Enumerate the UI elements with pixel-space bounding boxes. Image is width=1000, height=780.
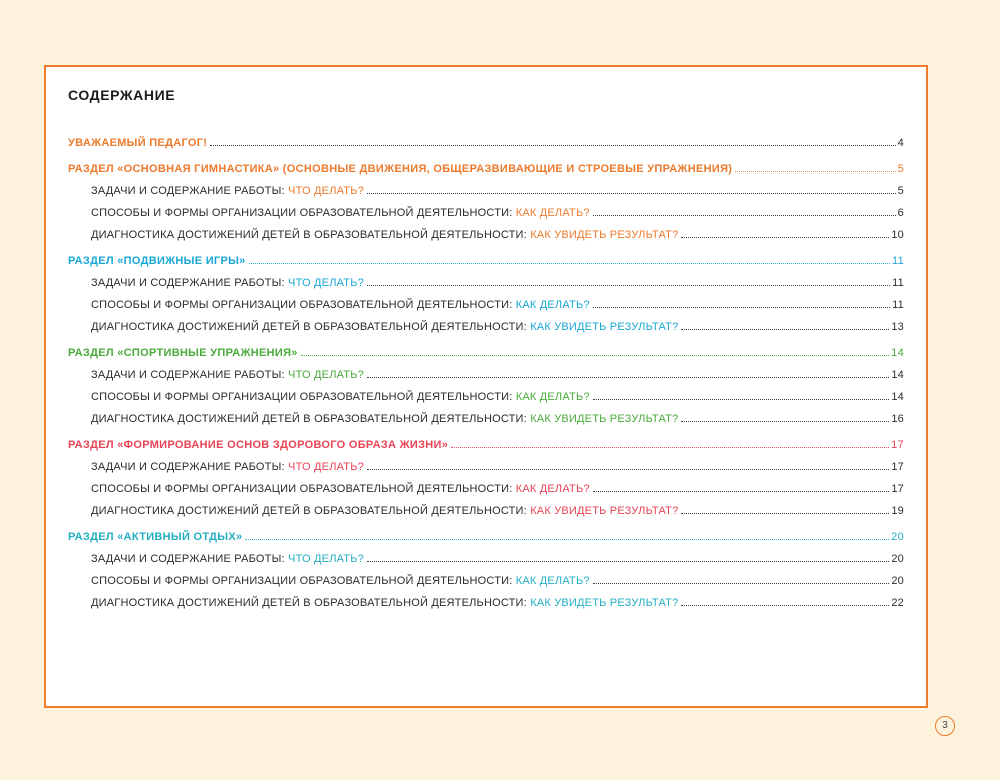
toc-page-number: 14	[891, 391, 904, 403]
dot-leader	[593, 582, 890, 584]
dot-leader	[593, 306, 890, 308]
dot-leader	[210, 144, 895, 146]
toc-entry-intro[interactable]	[68, 127, 904, 149]
toc-item[interactable]	[68, 451, 904, 473]
toc-page-number: 17	[891, 439, 904, 451]
toc-item-accent: КАК УВИДЕТЬ РЕЗУЛЬТАТ?	[530, 229, 679, 241]
toc-section-4[interactable]	[68, 521, 904, 543]
dot-leader	[593, 398, 890, 400]
toc-page-number: 4	[897, 137, 904, 149]
toc-item[interactable]	[68, 311, 904, 333]
toc-page-number: 5	[897, 163, 904, 175]
toc-item-accent: КАК ДЕЛАТЬ?	[515, 483, 590, 495]
dot-leader	[367, 192, 896, 194]
toc-item[interactable]	[68, 403, 904, 425]
toc-item[interactable]	[68, 565, 904, 587]
toc-item-accent: КАК ДЕЛАТЬ?	[515, 391, 590, 403]
dot-leader	[245, 538, 889, 540]
toc-item-label: ЗАДАЧИ И СОДЕРЖАНИЕ РАБОТЫ: ЧТО ДЕЛАТЬ?	[91, 277, 364, 289]
toc-item-accent: ЧТО ДЕЛАТЬ?	[288, 277, 364, 289]
toc-item-accent: ЧТО ДЕЛАТЬ?	[288, 369, 364, 381]
toc-item-label: ДИАГНОСТИКА ДОСТИЖЕНИЙ ДЕТЕЙ В ОБРАЗОВАТЕЛЬНОЙ ДЕЯТЕЛЬНОСТИ: КАК УВИДЕТЬ РЕЗУЛЬТАТ?	[91, 413, 679, 425]
dot-leader	[367, 468, 889, 470]
toc-page-number: 17	[891, 461, 904, 473]
dot-leader	[249, 262, 890, 264]
toc-page-number: 5	[897, 185, 904, 197]
dot-leader	[681, 420, 889, 422]
toc-item[interactable]	[68, 543, 904, 565]
toc-item-label: ДИАГНОСТИКА ДОСТИЖЕНИЙ ДЕТЕЙ В ОБРАЗОВАТЕЛЬНОЙ ДЕЯТЕЛЬНОСТИ: КАК УВИДЕТЬ РЕЗУЛЬТАТ?	[91, 321, 679, 333]
toc-page-number: 17	[891, 483, 904, 495]
toc-page-number: 11	[891, 255, 904, 267]
toc-page-number: 13	[891, 321, 904, 333]
toc-page-number: 19	[891, 505, 904, 517]
toc-section-label: РАЗДЕЛ «ФОРМИРОВАНИЕ ОСНОВ ЗДОРОВОГО ОБРАЗА ЖИЗНИ»	[68, 439, 449, 451]
toc-item[interactable]	[68, 197, 904, 219]
toc-item-accent: ЧТО ДЕЛАТЬ?	[288, 553, 364, 565]
toc-page-number: 20	[891, 531, 904, 543]
toc-item-accent: КАК УВИДЕТЬ РЕЗУЛЬТАТ?	[530, 505, 679, 517]
toc-page-number: 6	[897, 207, 904, 219]
toc-item-accent: ЧТО ДЕЛАТЬ?	[288, 185, 364, 197]
toc-section-3[interactable]	[68, 429, 904, 451]
dot-leader	[367, 376, 889, 378]
toc-item-accent: КАК ДЕЛАТЬ?	[515, 575, 590, 587]
dot-leader	[681, 512, 889, 514]
dot-leader	[451, 446, 889, 448]
page-number-badge: 3	[935, 716, 955, 736]
toc-page-number: 14	[891, 369, 904, 381]
toc-item-label: ДИАГНОСТИКА ДОСТИЖЕНИЙ ДЕТЕЙ В ОБРАЗОВАТЕЛЬНОЙ ДЕЯТЕЛЬНОСТИ: КАК УВИДЕТЬ РЕЗУЛЬТАТ?	[91, 505, 679, 517]
toc-item-accent: ЧТО ДЕЛАТЬ?	[288, 461, 364, 473]
page-title: СОДЕРЖАНИЕ	[68, 87, 176, 103]
toc-item[interactable]	[68, 267, 904, 289]
toc-item-label: ЗАДАЧИ И СОДЕРЖАНИЕ РАБОТЫ: ЧТО ДЕЛАТЬ?	[91, 553, 364, 565]
toc-item[interactable]	[68, 495, 904, 517]
toc-section-1[interactable]	[68, 245, 904, 267]
toc-page-number: 14	[891, 347, 904, 359]
dot-leader	[593, 490, 890, 492]
toc-item-accent: КАК ДЕЛАТЬ?	[515, 207, 590, 219]
dot-leader	[735, 170, 895, 172]
dot-leader	[593, 214, 896, 216]
toc-item[interactable]	[68, 359, 904, 381]
toc-item[interactable]	[68, 381, 904, 403]
toc-entry-label: УВАЖАЕМЫЙ ПЕДАГОГ!	[68, 137, 208, 149]
dot-leader	[301, 354, 889, 356]
toc-item-label: ЗАДАЧИ И СОДЕРЖАНИЕ РАБОТЫ: ЧТО ДЕЛАТЬ?	[91, 185, 364, 197]
toc-item[interactable]	[68, 175, 904, 197]
toc-page-number: 11	[892, 299, 904, 311]
toc-item-label: СПОСОБЫ И ФОРМЫ ОРГАНИЗАЦИИ ОБРАЗОВАТЕЛЬНОЙ ДЕЯТЕЛЬНОСТИ: КАК ДЕЛАТЬ?	[91, 575, 590, 587]
dot-leader	[681, 328, 889, 330]
table-of-contents	[68, 127, 904, 609]
toc-section-label: РАЗДЕЛ «ПОДВИЖНЫЕ ИГРЫ»	[68, 255, 246, 267]
toc-page-number: 20	[891, 575, 904, 587]
toc-item[interactable]	[68, 219, 904, 241]
dot-leader	[681, 236, 889, 238]
toc-item-accent: КАК УВИДЕТЬ РЕЗУЛЬТАТ?	[530, 413, 679, 425]
toc-section-label: РАЗДЕЛ «СПОРТИВНЫЕ УПРАЖНЕНИЯ»	[68, 347, 298, 359]
dot-leader	[681, 604, 889, 606]
toc-page-number: 16	[891, 413, 904, 425]
toc-item-accent: КАК ДЕЛАТЬ?	[515, 299, 590, 311]
toc-item[interactable]	[68, 289, 904, 311]
toc-page-number: 20	[891, 553, 904, 565]
toc-item-label: СПОСОБЫ И ФОРМЫ ОРГАНИЗАЦИИ ОБРАЗОВАТЕЛЬНОЙ ДЕЯТЕЛЬНОСТИ: КАК ДЕЛАТЬ?	[91, 391, 590, 403]
toc-page-number: 11	[892, 277, 904, 289]
toc-item-label: ЗАДАЧИ И СОДЕРЖАНИЕ РАБОТЫ: ЧТО ДЕЛАТЬ?	[91, 461, 364, 473]
toc-item-label: ДИАГНОСТИКА ДОСТИЖЕНИЙ ДЕТЕЙ В ОБРАЗОВАТЕЛЬНОЙ ДЕЯТЕЛЬНОСТИ: КАК УВИДЕТЬ РЕЗУЛЬТАТ?	[91, 229, 679, 241]
toc-section-label: РАЗДЕЛ «ОСНОВНАЯ ГИМНАСТИКА» (ОСНОВНЫЕ ДВИЖЕНИЯ, ОБЩЕРАЗВИВАЮЩИЕ И СТРОЕВЫЕ УПРАЖНЕНИЯ)	[68, 163, 733, 175]
toc-section-label: РАЗДЕЛ «АКТИВНЫЙ ОТДЫХ»	[68, 531, 243, 543]
toc-item-label: ЗАДАЧИ И СОДЕРЖАНИЕ РАБОТЫ: ЧТО ДЕЛАТЬ?	[91, 369, 364, 381]
toc-section-0[interactable]	[68, 153, 904, 175]
toc-page-number: 22	[891, 597, 904, 609]
toc-item[interactable]	[68, 473, 904, 495]
toc-item-label: СПОСОБЫ И ФОРМЫ ОРГАНИЗАЦИИ ОБРАЗОВАТЕЛЬНОЙ ДЕЯТЕЛЬНОСТИ: КАК ДЕЛАТЬ?	[91, 483, 590, 495]
toc-item-label: ДИАГНОСТИКА ДОСТИЖЕНИЙ ДЕТЕЙ В ОБРАЗОВАТЕЛЬНОЙ ДЕЯТЕЛЬНОСТИ: КАК УВИДЕТЬ РЕЗУЛЬТАТ?	[91, 597, 679, 609]
dot-leader	[367, 284, 890, 286]
toc-item[interactable]	[68, 587, 904, 609]
contents-frame	[44, 65, 928, 708]
toc-item-label: СПОСОБЫ И ФОРМЫ ОРГАНИЗАЦИИ ОБРАЗОВАТЕЛЬНОЙ ДЕЯТЕЛЬНОСТИ: КАК ДЕЛАТЬ?	[91, 299, 590, 311]
toc-item-label: СПОСОБЫ И ФОРМЫ ОРГАНИЗАЦИИ ОБРАЗОВАТЕЛЬНОЙ ДЕЯТЕЛЬНОСТИ: КАК ДЕЛАТЬ?	[91, 207, 590, 219]
toc-page-number: 10	[891, 229, 904, 241]
toc-item-accent: КАК УВИДЕТЬ РЕЗУЛЬТАТ?	[530, 321, 679, 333]
toc-item-accent: КАК УВИДЕТЬ РЕЗУЛЬТАТ?	[530, 597, 679, 609]
dot-leader	[367, 560, 889, 562]
toc-section-2[interactable]	[68, 337, 904, 359]
